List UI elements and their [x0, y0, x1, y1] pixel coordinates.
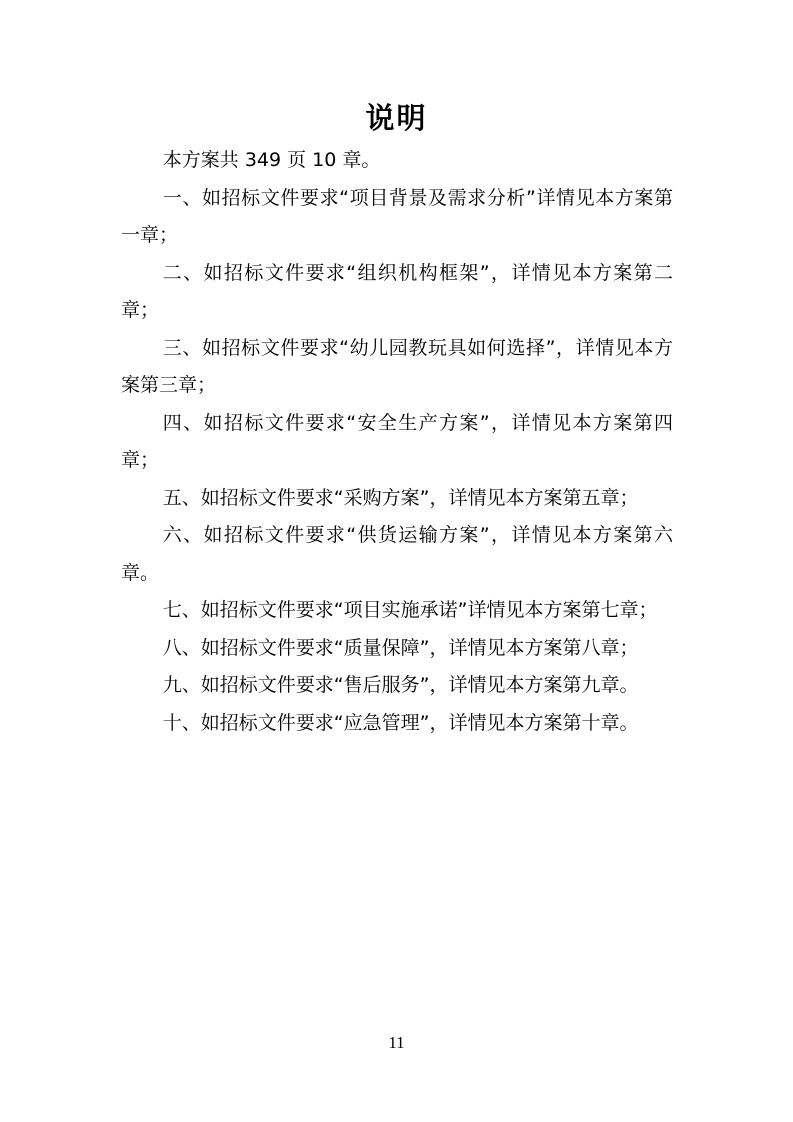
document-body	[121, 142, 673, 742]
chapter-5-paragraph: 五、如招标文件要求“采购方案”，详情见本方案第五章；	[162, 486, 639, 509]
chapter-3-paragraph: 三、如招标文件要求“幼儿园教玩具如何选择”，详情见本方案第三章；	[121, 336, 673, 396]
chapter-10-paragraph: 十、如招标文件要求“应急管理”，详情见本方案第十章。	[162, 711, 639, 734]
chapter-9-paragraph: 九、如招标文件要求“售后服务”，详情见本方案第九章。	[162, 674, 639, 696]
chapter-7-paragraph: 七、如招标文件要求“项目实施承诺”详情见本方案第七章；	[162, 599, 658, 621]
chapter-2-paragraph: 二、如招标文件要求“组织机构框架”，详情见本方案第二章；	[121, 261, 673, 321]
chapter-4-paragraph: 四、如招标文件要求“安全生产方案”，详情见本方案第四章；	[121, 411, 673, 471]
summary-paragraph: 本方案共 349 页 10 章。	[162, 149, 381, 171]
chapter-6-paragraph: 六、如招标文件要求“供货运输方案”，详情见本方案第六章。	[121, 524, 673, 584]
page-title: 说明	[365, 101, 428, 135]
page-number: 11	[388, 1033, 405, 1052]
chapter-1-paragraph: 一、如招标文件要求“项目背景及需求分析”详情见本方案第一章；	[121, 186, 673, 246]
chapter-8-paragraph: 八、如招标文件要求“质量保障”，详情见本方案第八章；	[162, 636, 639, 659]
